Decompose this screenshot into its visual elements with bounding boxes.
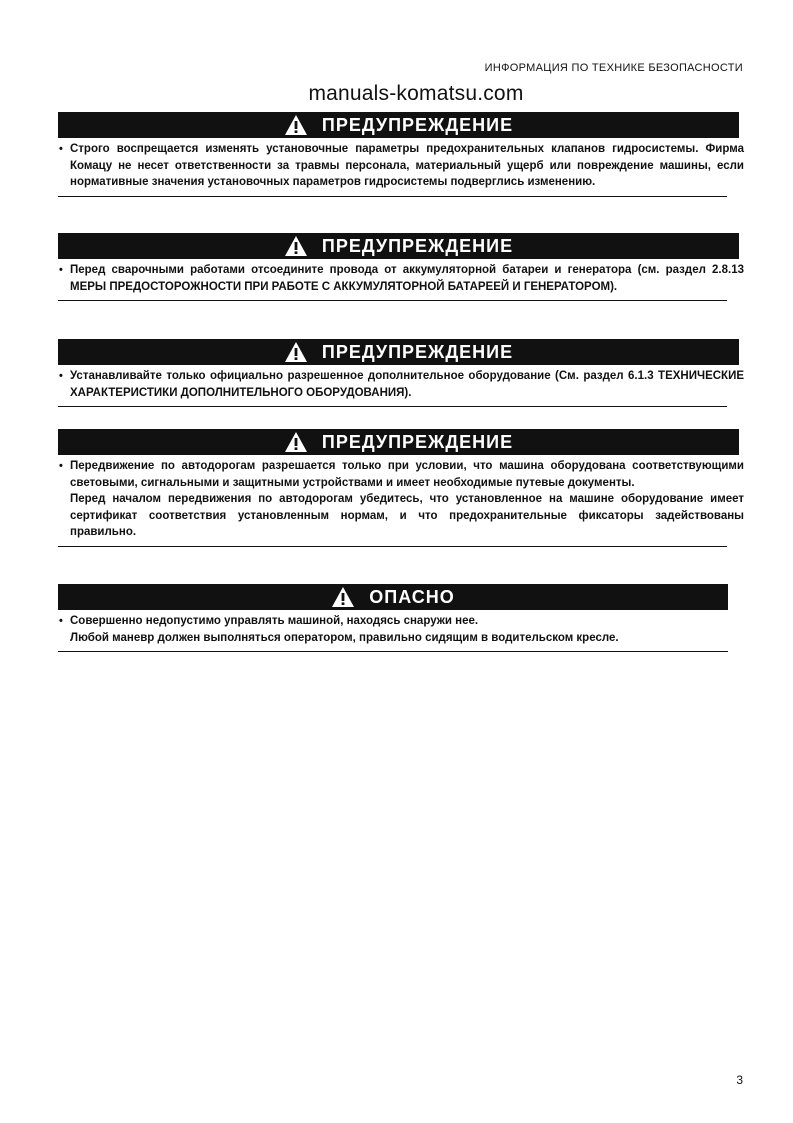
- warning-block-3: [58, 339, 744, 407]
- warning-text: [58, 141, 744, 191]
- warning-banner: [58, 429, 739, 455]
- warning-triangle-icon: [284, 341, 308, 363]
- warning-banner: [58, 339, 739, 365]
- divider: [58, 196, 727, 197]
- running-header: ИНФОРМАЦИЯ ПО ТЕХНИКЕ БЕЗОПАСНОСТИ: [484, 62, 743, 74]
- warning-triangle-icon: [331, 586, 355, 608]
- warning-block-2: [58, 233, 744, 301]
- danger-label: ОПАСНО: [369, 586, 455, 607]
- divider: [58, 651, 728, 652]
- warning-banner: [58, 112, 739, 138]
- warning-label: ПРЕДУПРЕЖДЕНИЕ: [321, 114, 514, 135]
- page-number: 3: [736, 1073, 743, 1087]
- warning-paragraph: • Перед сварочными работами отсоедините провода от аккумуляторной батареи и генератора (см. раздел 2.8.13 МЕРЫ ПРЕДОСТОРОЖНОСТИ ПРИ РАБОТЕ С АККУМУЛЯТОРНОЙ БАТАРЕЕЙ И ГЕНЕРАТОРОМ).: [70, 262, 744, 295]
- warning-banner: [58, 233, 739, 259]
- warning-text: [58, 458, 744, 541]
- warning-paragraph: • Устанавливайте только официально разрешенное дополнительное оборудование (См. раздел 6.1.3 ТЕХНИЧЕСКИЕ ХАРАКТЕРИСТИКИ ДОПОЛНИТЕЛЬНОГО ОБОРУДОВАНИЯ).: [70, 368, 744, 401]
- danger-banner: [58, 584, 728, 610]
- danger-block: [58, 584, 728, 652]
- watermark-text: manuals-komatsu.com: [308, 82, 524, 105]
- danger-paragraph: • Совершенно недопустимо управлять машиной, находясь снаружи нее.: [70, 613, 732, 630]
- danger-text: [58, 613, 732, 646]
- warning-paragraph: • Строго воспрещается изменять установочные параметры предохранительных клапанов гидросистемы. Фирма Комацу не несет ответственности за травмы персонала, материальный ущерб или повреждение машины, если нормативные значения установочных параметров гидросистемы подверглись изменению.: [70, 141, 744, 191]
- warning-triangle-icon: [284, 235, 308, 257]
- warning-label: ПРЕДУПРЕЖДЕНИЕ: [321, 235, 514, 256]
- warning-label: ПРЕДУПРЕЖДЕНИЕ: [321, 431, 514, 452]
- warning-triangle-icon: [284, 431, 308, 453]
- warning-paragraph: • Передвижение по автодорогам разрешается только при условии, что машина оборудована соответствующими световыми, сигнальными и защитными устройствами и имеет необходимые путевые документы.: [70, 458, 744, 491]
- warning-text: [58, 262, 744, 295]
- warning-text: [58, 368, 744, 401]
- warning-block-1: [58, 112, 744, 197]
- warning-triangle-icon: [284, 114, 308, 136]
- divider: [58, 300, 727, 301]
- divider: [58, 546, 727, 547]
- warning-paragraph: Перед началом передвижения по автодорогам убедитесь, что установленное на машине оборудование имеет сертификат соответствия установленным нормам, и что предохранительные фиксаторы задействованы правильно.: [70, 493, 744, 538]
- divider: [58, 406, 727, 407]
- danger-paragraph: Любой маневр должен выполняться оператором, правильно сидящим в водительском кресле.: [70, 631, 619, 644]
- warning-label: ПРЕДУПРЕЖДЕНИЕ: [321, 341, 514, 362]
- warning-block-4: [58, 429, 744, 547]
